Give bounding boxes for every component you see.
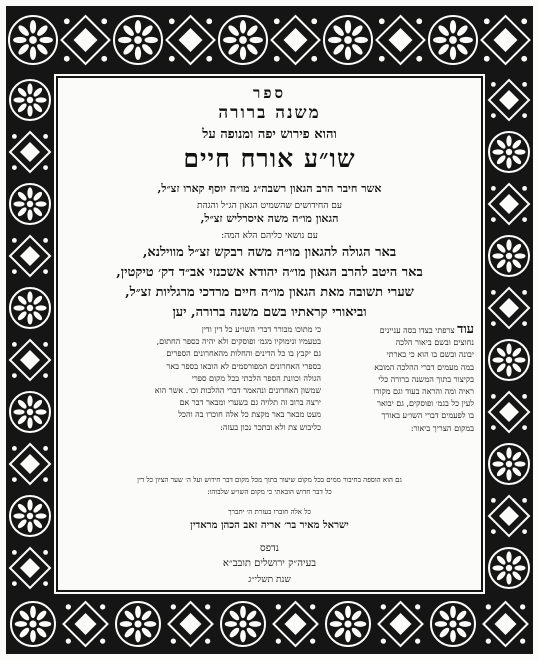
rosette-ornament [11,602,55,646]
rosette-ornament [489,548,529,588]
side-paragraph-first-line [328,324,474,337]
paragraph-line: לעין כל בגמ׳ ופוסקים, גם יבואר [377,399,474,409]
printed-label: נדפס [260,543,279,554]
rosette-ornament [221,602,265,646]
diamond-ornament [489,184,529,224]
rosette-ornament [10,80,50,120]
diamond-ornament [482,16,530,64]
rosette-ornament [431,602,475,646]
ornamental-border-right [485,74,533,594]
veviurei-line: וביאורי קראתיו בשם משנה ברורה, יען [172,305,367,320]
diamond-ornament [169,602,213,646]
diamond-ornament [10,132,50,172]
rosette-ornament [10,184,50,224]
rosette-ornament [10,288,50,328]
rosette-ornament [489,340,529,380]
rosette-ornament [10,392,50,432]
commentaries-intro: עם נושאי כליהם הלא המה: [221,231,318,241]
diamond-ornament [489,80,529,120]
footnote-line: כל דבר חדוש הובאתי כי מקום השו״ע שלבוהו: [207,488,332,496]
paragraph-line: צרפתי בצדו בסה עניינים [379,326,455,335]
paragraph-line: שמשון האחרונים ונהאמר דברי ההלכות וכו׳. אשר הוא [154,386,321,396]
signature-intro: כל אלה חוברו בעזרת ה׳ יתברך [228,508,311,516]
side-paragraph [328,324,474,435]
rosette-ornament [326,602,370,646]
diamond-ornament [274,602,318,646]
diamond-ornament [10,340,50,380]
side-lead-word: עוד [457,324,474,337]
rosette-ornament [489,132,529,172]
paragraph-line: במה מעמים דברי ההלכה המובא [374,362,474,372]
glosses-line: עם החידושים שהשמיט הגאון הג״ל והגהת [197,201,342,211]
diamond-ornament [62,16,110,64]
paragraph-line: מעט מבאר באר מקצת כל אלה חוכרו בה והכל [178,410,321,420]
rosette-ornament [489,236,529,276]
rosette-ornament [489,444,529,484]
ornamental-border-bottom [6,594,533,654]
paragraph-line: ירצה ברוב זה תלויה גם בשערי ומבאר דבר אם [179,398,321,408]
print-year: שנת תשלי״ג [248,575,291,585]
print-place: בעיה״ק ירושלים תובב״א [222,558,317,569]
subtitle: והוא פירוש יפה ומנופה על [202,127,337,142]
paragraph-line: בו לפעמים דברי השו״ע באורך [381,411,474,421]
paragraph-line: בטעמיו ונימוקיו מגמ׳ ופוסקים ולא יהיה כספר החתום, [156,337,321,347]
diamond-ornament [489,392,529,432]
ornamental-border-left [6,74,54,594]
diamond-ornament [489,496,529,536]
rosette-ornament [219,16,267,64]
rema-line: הגאון מו״ה משה איסרליש זצ״ל, [200,212,339,225]
diamond-ornament [379,602,423,646]
diamond-ornament [64,602,108,646]
paragraph-line: ראיה ומה והראה בעוד וגם מקורו [373,387,474,397]
author-line: אשר חיבר הרב הגאון רשבה״ג מו״ה יוסף קארו זצ״ל, [157,182,382,195]
footnote-line: גם הוא הוספה בחיבור ממים בכל מקום שיעור בתוך מכל מקום דבר חידוש ועל ה׳ שער הציון כל דין [137,476,402,484]
author-signature: ישראל מאיר בר׳ אריה זאב הכהן מראדין [190,520,349,531]
paragraph-line: בקיצור בתוך המשנה ברורה כלי [378,374,474,384]
sefer-label: ספר [252,84,287,102]
diamond-ornament [377,16,425,64]
diamond-ornament [167,16,215,64]
rosette-ornament [116,602,160,646]
paragraph-line: במקום הצריך ביאור: [410,423,474,433]
rosette-ornament [10,496,50,536]
diamond-ornament [272,16,320,64]
title-text-panel [56,76,483,592]
diamond-ornament [489,288,529,328]
beer-hagolah-line: באר הגולה להגאון מו״ה משה רבקש זצ״ל מווילנא, [142,245,397,260]
diamond-ornament [484,602,528,646]
beer-heitev-line: באר היטב להרב הגאון מו״ה יהודא אשכנזי אב״ד דק׳ טיקטין, [116,265,423,280]
rosette-ornament [9,16,57,64]
paragraph-line: נחוצים ובשם ביאור הלכה [395,338,474,348]
main-title: שו״ע אורח חיים [183,144,356,173]
diamond-ornament [10,548,50,588]
paragraph-line: גם יקבץ בו כל הדינים והחלות מהאחרונים הספרים [166,349,321,359]
paragraph-line: כי מתוכו מבורר דברי השו״ע כל דין ודין [201,325,321,334]
diamond-ornament [10,236,50,276]
rosette-ornament [324,16,372,64]
diamond-ornament [10,444,50,484]
paragraph-line: יבונה ובשם בו הוא כי בארתי [386,350,474,360]
paragraph-line: כליבוש צת ולא ובתכר נכון בעזה: [220,422,321,432]
main-paragraph [66,324,321,434]
paragraph-line: הגולה וכוונת הספר הלכתי בכל מקום ספרי [191,373,321,383]
ornamental-border-top [6,6,533,74]
paragraph-line: בספרי האחרונים המפורסמים לא הובאו בספר באר [166,361,321,371]
book-title: משנה ברורה [218,103,321,123]
rosette-ornament [429,16,477,64]
rosette-ornament [114,16,162,64]
shaarei-teshuva-line: שערי תשובה מאת הגאון מו״ה חיים מרדכי מרגליות זצ״ל, [125,285,414,300]
